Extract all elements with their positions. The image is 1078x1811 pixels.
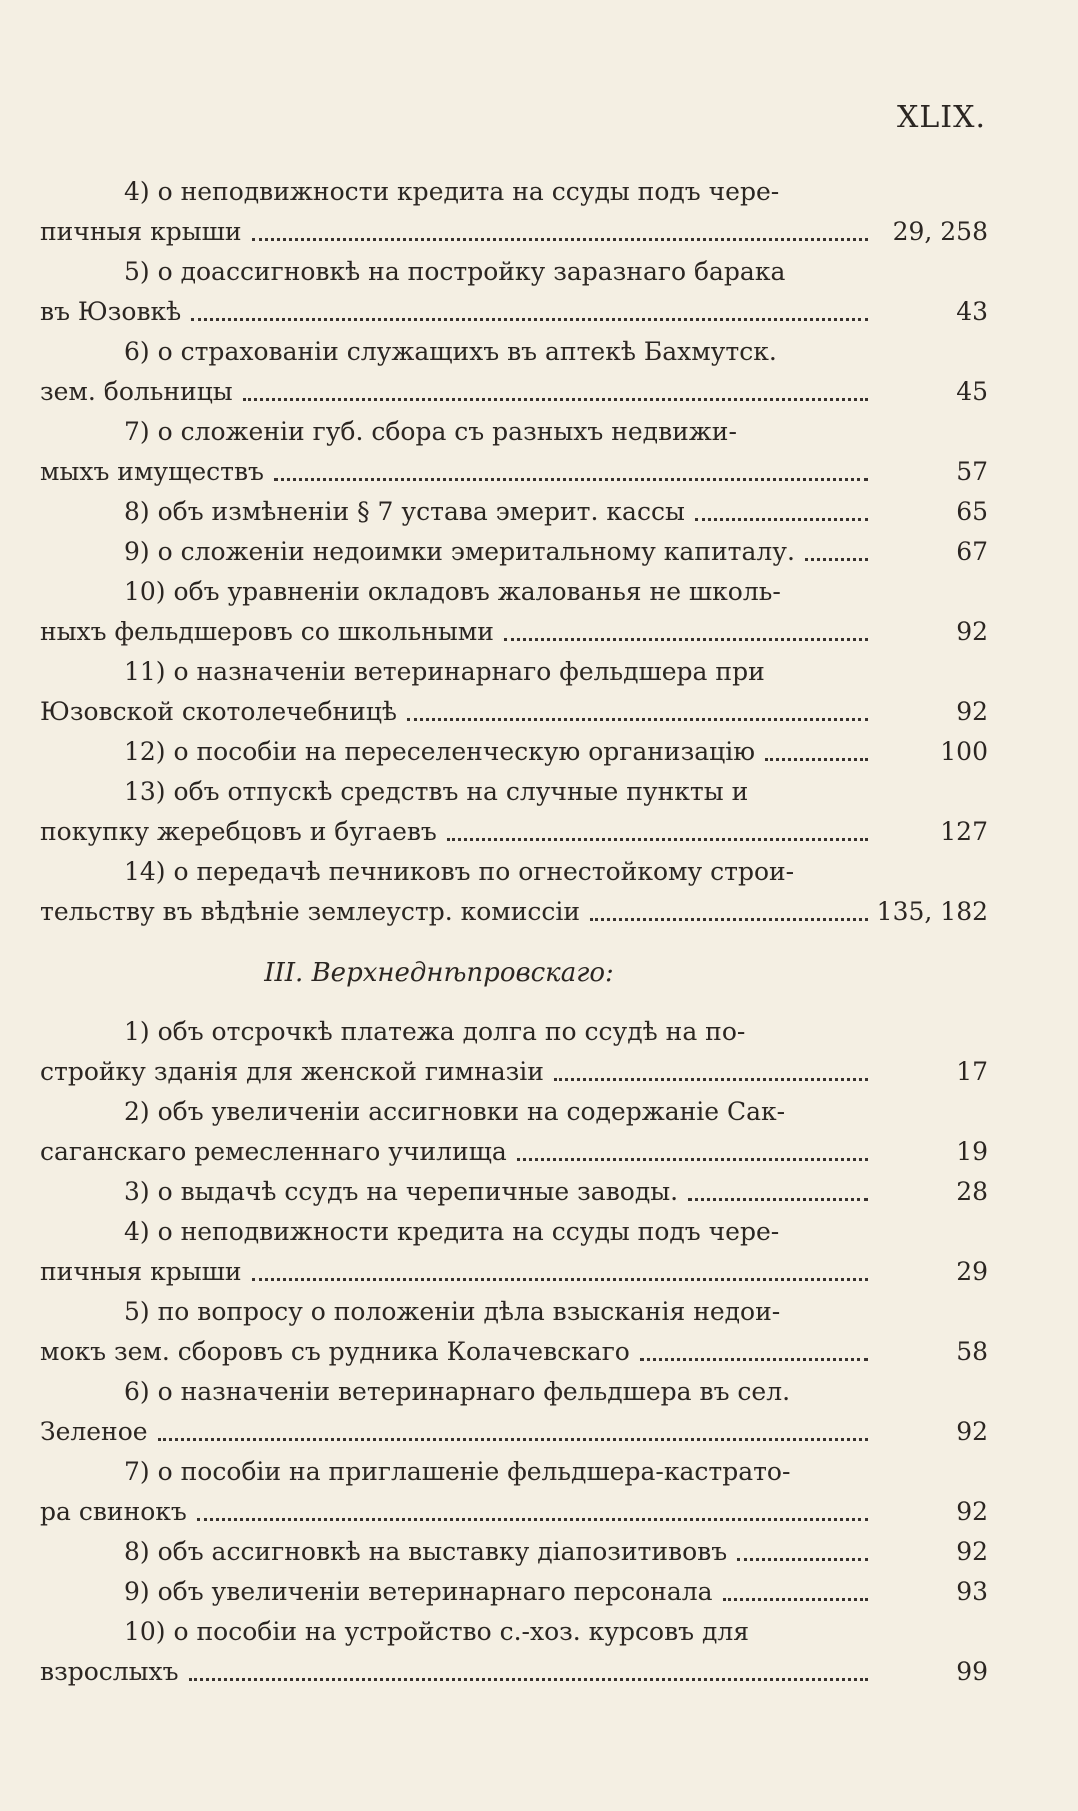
toc-entry — [40, 852, 988, 932]
dot-leader — [723, 1597, 868, 1601]
dot-leader — [554, 1077, 868, 1081]
page-reference: 92 — [956, 1497, 988, 1526]
page-reference: 29, 258 — [892, 217, 988, 246]
entry-last-line — [40, 1052, 988, 1092]
toc-entry — [40, 572, 988, 652]
entry-last-line — [40, 492, 988, 532]
entry-text: ныхъ фельдшеровъ со школьными — [40, 617, 494, 646]
dot-leader — [197, 1517, 868, 1521]
dot-leader — [765, 757, 868, 761]
page-reference: 99 — [956, 1657, 988, 1686]
entry-last-line — [40, 1332, 988, 1372]
entry-first-line: 13) объ отпускѣ средствъ на случные пункты и — [124, 777, 749, 806]
entry-first-line: 2) объ увеличеніи ассигновки на содержаніе Сак- — [124, 1097, 786, 1126]
entry-text: стройку зданія для женской гимназіи — [40, 1057, 544, 1086]
dot-leader — [191, 317, 868, 321]
entry-text: ра свинокъ — [40, 1497, 187, 1526]
entry-text: мыхъ имуществъ — [40, 457, 264, 486]
entry-first-line: 6) о страхованіи служащихъ въ аптекѣ Бахмутск. — [124, 337, 777, 366]
top-entry-list — [40, 172, 988, 932]
entry-first-line: 10) о пособіи на устройство с.-хоз. курсовъ для — [124, 1617, 750, 1646]
entry-text: саганскаго ремесленнаго училища — [40, 1137, 507, 1166]
toc-entry — [40, 172, 988, 252]
entry-first-line: 4) о неподвижности кредита на ссуды подъ чере- — [124, 1217, 780, 1246]
toc-entry — [40, 412, 988, 492]
section-heading: III. Верхнеднѣпровскаго: — [264, 958, 614, 988]
page-reference: 17 — [956, 1057, 988, 1086]
entry-text: пичныя крыши — [40, 217, 242, 246]
dot-leader — [695, 517, 868, 521]
entry-first-line: 4) о неподвижности кредита на ссуды подъ чере- — [124, 177, 780, 206]
entry-last-line — [40, 1572, 988, 1612]
entry-text: 9) объ увеличеніи ветеринарнаго персонала — [124, 1577, 713, 1606]
entry-first-line: 10) объ уравненіи окладовъ жалованья не школь- — [124, 577, 781, 606]
page-reference: 45 — [956, 377, 988, 406]
toc-entry — [40, 1372, 988, 1452]
page-reference: 19 — [956, 1137, 988, 1166]
page-reference: 67 — [956, 537, 988, 566]
page-reference: 57 — [956, 457, 988, 486]
toc-entry — [40, 652, 988, 732]
entry-last-line — [40, 452, 988, 492]
entry-text: тельству въ вѣдѣніе землеустр. комиссіи — [40, 897, 581, 926]
entry-text: 12) о пособіи на переселенческую организацію — [124, 737, 755, 766]
toc-entry — [40, 1612, 988, 1692]
toc-entry — [40, 492, 988, 532]
toc-entry — [40, 1572, 988, 1612]
dot-leader — [805, 557, 868, 561]
page-reference: 28 — [956, 1177, 988, 1206]
entry-first-line: 14) о передачѣ печниковъ по огнестойкому строи- — [124, 857, 795, 886]
dot-leader — [737, 1557, 868, 1561]
toc-entry — [40, 732, 988, 772]
entry-last-line — [40, 212, 988, 252]
toc-entry — [40, 772, 988, 852]
entry-text: взрослыхъ — [40, 1657, 179, 1686]
entry-last-line — [40, 692, 988, 732]
page-reference: 93 — [956, 1577, 988, 1606]
entry-first-line: 5) по вопросу о положеніи дѣла взысканія недои- — [124, 1297, 781, 1326]
page-reference: 92 — [956, 1417, 988, 1446]
entry-text: покупку жеребцовъ и бугаевъ — [40, 817, 437, 846]
page-reference: 29 — [956, 1257, 988, 1286]
entry-last-line — [40, 1172, 988, 1212]
dot-leader — [252, 237, 868, 241]
entry-last-line — [40, 1252, 988, 1292]
entry-text: въ Юзовкѣ — [40, 297, 182, 326]
dot-leader — [640, 1357, 868, 1361]
toc-entry — [40, 1012, 988, 1092]
page-reference: 65 — [956, 497, 988, 526]
entry-first-line: 7) о сложеніи губ. сбора съ разныхъ недвижи- — [124, 417, 737, 446]
bottom-entry-list — [40, 1012, 988, 1692]
entry-last-line — [40, 1532, 988, 1572]
entry-last-line — [40, 892, 988, 932]
dot-leader — [274, 477, 868, 481]
entry-text: 3) о выдачѣ ссудъ на черепичные заводы. — [124, 1177, 679, 1206]
dot-leader — [407, 717, 868, 721]
toc-entry — [40, 1292, 988, 1372]
toc-entry — [40, 532, 988, 572]
dot-leader — [688, 1197, 868, 1201]
page-number: XLIX. — [896, 100, 986, 135]
entry-text: мокъ зем. сборовъ съ рудника Колачевскаго — [40, 1337, 630, 1366]
page-reference: 127 — [940, 817, 988, 846]
dot-leader — [252, 1277, 868, 1281]
page-reference: 92 — [956, 697, 988, 726]
dot-leader — [517, 1157, 868, 1161]
toc-entry — [40, 1212, 988, 1292]
entry-last-line — [40, 372, 988, 412]
dot-leader — [158, 1437, 868, 1441]
page-reference: 58 — [956, 1337, 988, 1366]
entry-first-line: 5) о доассигновкѣ на постройку заразнаго барака — [124, 257, 786, 286]
entry-last-line — [40, 292, 988, 332]
toc-entry — [40, 1452, 988, 1532]
entry-first-line: 1) объ отсрочкѣ платежа долга по ссудѣ на по- — [124, 1017, 746, 1046]
entry-first-line: 6) о назначеніи ветеринарнаго фельдшера въ сел. — [124, 1377, 791, 1406]
toc-entry — [40, 332, 988, 412]
entry-text: 8) объ измѣненіи § 7 устава эмерит. кассы — [124, 497, 685, 526]
entry-last-line — [40, 1652, 988, 1692]
entry-text: зем. больницы — [40, 377, 233, 406]
toc-entry — [40, 1532, 988, 1572]
page-reference: 92 — [956, 1537, 988, 1566]
page-reference: 135, 182 — [876, 897, 988, 926]
toc-entry — [40, 1092, 988, 1172]
page-reference: 43 — [956, 297, 988, 326]
entry-last-line — [40, 1412, 988, 1452]
dot-leader — [504, 637, 868, 641]
entry-last-line — [40, 532, 988, 572]
entry-text: 8) объ ассигновкѣ на выставку діапозитивовъ — [124, 1537, 728, 1566]
toc-entry — [40, 1172, 988, 1212]
entry-last-line — [40, 1492, 988, 1532]
entry-text: Зеленое — [40, 1417, 148, 1446]
entry-last-line — [40, 1132, 988, 1172]
entry-last-line — [40, 612, 988, 652]
entry-first-line: 7) о пособіи на приглашеніе фельдшера-кастрато- — [124, 1457, 791, 1486]
entry-text: пичныя крыши — [40, 1257, 242, 1286]
entry-last-line — [40, 732, 988, 772]
page-reference: 92 — [956, 617, 988, 646]
dot-leader — [447, 837, 868, 841]
dot-leader — [189, 1677, 868, 1681]
dot-leader — [590, 917, 868, 921]
entry-text: Юзовской скотолечебницѣ — [40, 697, 397, 726]
page-reference: 100 — [940, 737, 988, 766]
entry-last-line — [40, 812, 988, 852]
entry-text: 9) о сложеніи недоимки эмеритальному капиталу. — [124, 537, 795, 566]
dot-leader — [243, 397, 868, 401]
toc-entry — [40, 252, 988, 332]
entry-first-line: 11) о назначеніи ветеринарнаго фельдшера при — [124, 657, 765, 686]
